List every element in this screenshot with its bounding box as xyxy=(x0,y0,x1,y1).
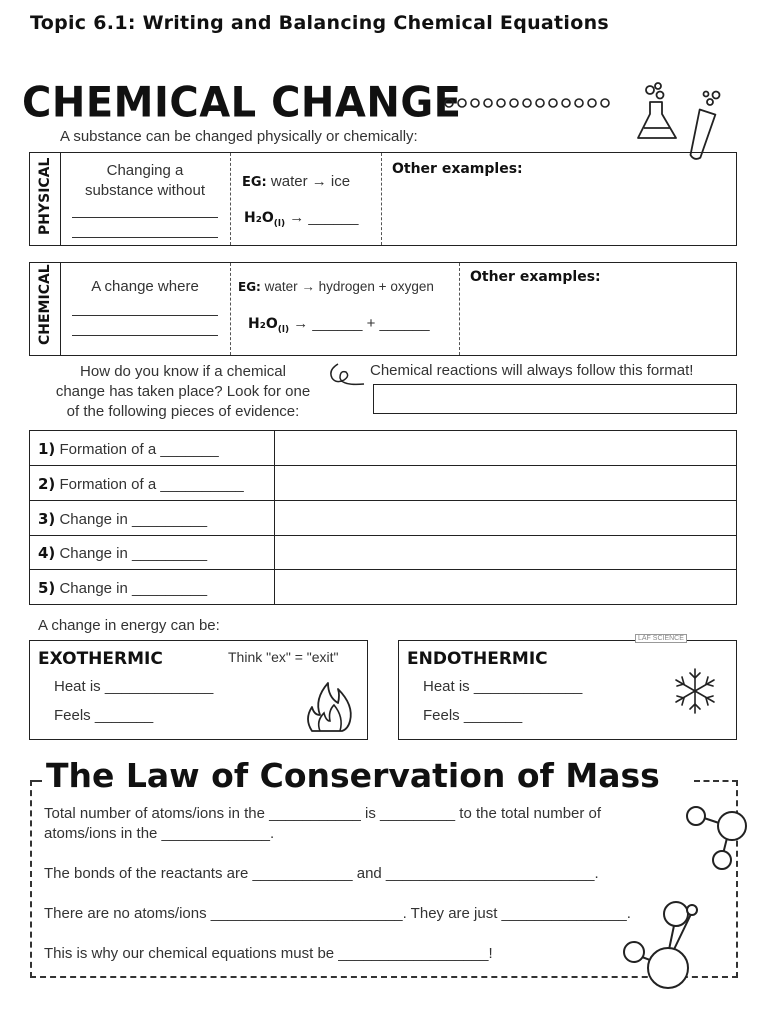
endothermic-box xyxy=(398,635,737,740)
energy-intro: A change in energy can be: xyxy=(38,617,220,634)
physical-label: PHYSICAL xyxy=(37,157,53,235)
physical-eg-text: water → ice xyxy=(270,173,351,190)
chemical-def-line1: A change where xyxy=(91,278,199,295)
row-number: 5) xyxy=(38,579,56,597)
row-number: 2) xyxy=(38,475,56,493)
eg-label: EG: xyxy=(242,175,267,190)
page-title: CHEMICAL CHANGE xyxy=(22,78,462,128)
formula-arrow: → ______ xyxy=(289,209,359,226)
question-line: of the following pieces of evidence: xyxy=(66,403,300,420)
law-line-3: There are no atoms/ions _______________________. They are just _______________. xyxy=(44,905,631,922)
exothermic-note: Think "ex" = "exit" xyxy=(228,649,339,665)
question-line: change has taken place? Look for one xyxy=(55,383,311,400)
physical-other-examples: Other examples: xyxy=(392,161,523,177)
answer-line xyxy=(72,217,218,218)
row-text: Change in _________ xyxy=(59,545,208,562)
fire-icon xyxy=(302,675,356,735)
molecule-icon xyxy=(682,802,752,874)
physical-formula xyxy=(244,209,358,229)
law-line-4: This is why our chemical equations must be __________________! xyxy=(44,945,493,962)
exothermic-heat: Heat is _____________ xyxy=(54,678,214,695)
topic-heading: Topic 6.1: Writing and Balancing Chemical Equations xyxy=(30,12,610,34)
law-line-1b: atoms/ions in the _____________. xyxy=(44,825,275,842)
answer-line xyxy=(72,335,218,336)
row-text: Formation of a _______ xyxy=(59,441,219,458)
curly-arrow-icon xyxy=(326,362,366,390)
law-line-2: The bonds of the reactants are ____________ and _________________________. xyxy=(44,865,599,882)
format-answer-box xyxy=(373,384,737,414)
formula-state: (l) xyxy=(273,219,286,229)
evidence-row xyxy=(38,510,207,528)
formula-lhs: H₂O xyxy=(248,316,278,332)
law-line-1a: Total number of atoms/ions in the ___________ is _________ to the total number of xyxy=(44,805,602,822)
lab-glassware-icon xyxy=(636,80,726,162)
endothermic-feels: Feels _______ xyxy=(423,707,523,724)
physical-example xyxy=(242,173,350,190)
evidence-row xyxy=(38,440,219,458)
row-text: Formation of a __________ xyxy=(59,476,244,493)
eg-label: EG: xyxy=(238,280,261,294)
formula-lhs: H₂O xyxy=(244,210,274,226)
molecule-icon xyxy=(618,896,698,992)
law-title: The Law of Conservation of Mass xyxy=(46,756,660,795)
divider xyxy=(694,780,738,782)
format-note: Chemical reactions will always follow this format! xyxy=(370,362,694,379)
formula-state: (l) xyxy=(277,325,290,335)
exothermic-title: EXOTHERMIC xyxy=(38,649,163,669)
row-number: 4) xyxy=(38,544,56,562)
stamp-logo: LAF SCIENCE xyxy=(635,634,687,643)
row-number: 1) xyxy=(38,440,56,458)
endothermic-title: ENDOTHERMIC xyxy=(407,649,548,669)
formula-arrow: → ______ + ______ xyxy=(293,315,430,332)
question-line: How do you know if a chemical xyxy=(80,363,286,380)
evidence-row xyxy=(38,579,207,597)
evidence-row xyxy=(38,475,244,493)
answer-line xyxy=(72,237,218,238)
evidence-table xyxy=(29,430,737,605)
exothermic-feels: Feels _______ xyxy=(54,707,154,724)
chemical-eg-text: water → hydrogen + oxygen xyxy=(264,279,434,294)
endothermic-heat: Heat is _____________ xyxy=(423,678,583,695)
row-number: 3) xyxy=(38,510,56,528)
physical-def-line2: substance without xyxy=(84,182,206,199)
chemical-label: CHEMICAL xyxy=(37,264,53,345)
exothermic-box xyxy=(29,640,368,740)
snowflake-icon xyxy=(669,665,721,717)
chemical-other-examples: Other examples: xyxy=(470,269,601,285)
chemical-formula xyxy=(248,315,430,335)
physical-table xyxy=(29,152,737,246)
bubbles-decoration xyxy=(442,92,622,112)
row-text: Change in _________ xyxy=(59,580,208,597)
intro-text: A substance can be changed physically or chemically: xyxy=(60,128,418,145)
evidence-row xyxy=(38,544,207,562)
divider xyxy=(30,780,42,782)
physical-def-line1: Changing a xyxy=(106,162,184,179)
chemical-table xyxy=(29,262,737,356)
row-text: Change in _________ xyxy=(59,511,208,528)
evidence-question xyxy=(28,362,338,422)
chemical-example xyxy=(238,279,434,294)
answer-line xyxy=(72,315,218,316)
